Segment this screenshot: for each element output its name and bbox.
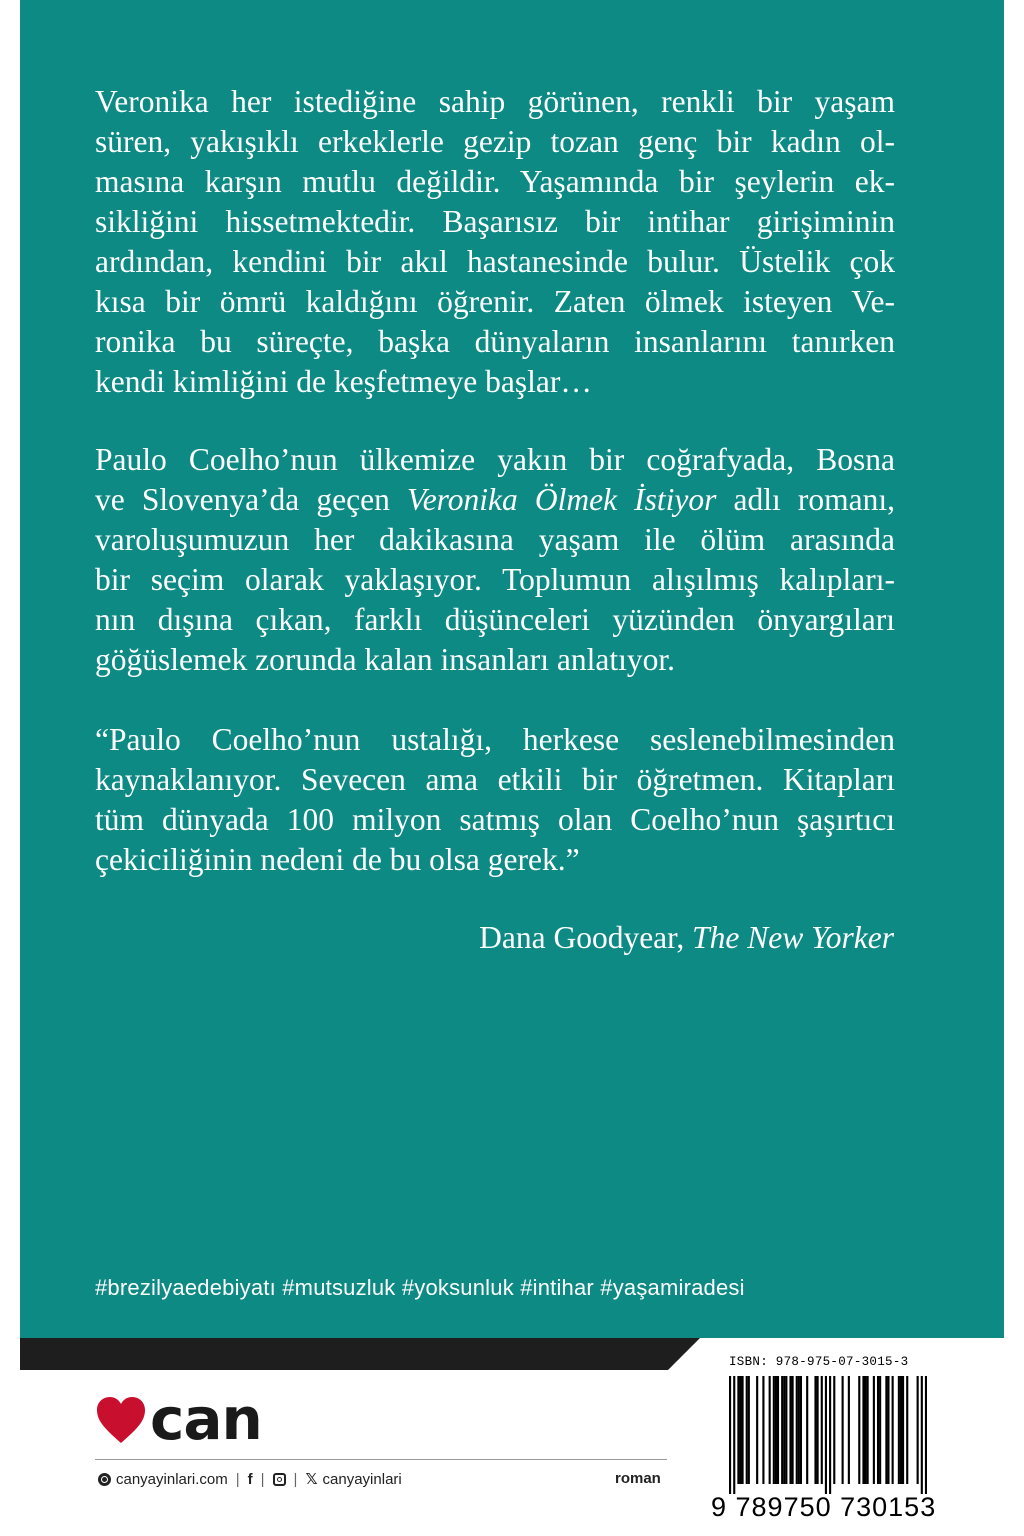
hashtags: #brezilyaedebiyatı #mutsuzluk #yoksunluk #intihar #yaşamiradesi (95, 1275, 745, 1300)
blurb-line: kısa bir ömrü kaldığını öğrenir. Zaten ölmek isteyen Ve- (95, 284, 895, 319)
barcode-bar (775, 1376, 777, 1484)
globe-icon (98, 1473, 111, 1486)
quote-attribution (479, 918, 894, 958)
barcode-bar (773, 1376, 775, 1484)
barcode-bar (879, 1376, 881, 1484)
barcode-bar (885, 1376, 887, 1484)
barcode-bar (783, 1376, 785, 1484)
blurb-paragraph-2 (95, 440, 895, 680)
website-link[interactable]: canyayinlari.com (116, 1470, 228, 1488)
blurb-text: adlı romanı, (716, 482, 895, 517)
barcode (729, 1376, 927, 1494)
barcode-bar (898, 1376, 900, 1484)
separator: | (260, 1470, 265, 1488)
barcode-bar (877, 1376, 879, 1484)
separator: | (293, 1470, 298, 1488)
book-title: Veronika Ölmek İstiyor (406, 482, 717, 517)
separator: | (235, 1470, 240, 1488)
blurb-line: nın dışına çıkan, farklı düşünceleri yüzünden önyargıları (95, 602, 895, 637)
barcode-bar (796, 1376, 798, 1484)
barcode-bar (825, 1376, 827, 1494)
barcode-bar (769, 1376, 771, 1484)
barcode-bar (867, 1376, 869, 1484)
barcode-bar (756, 1376, 758, 1484)
facebook-icon[interactable]: f (247, 1470, 253, 1488)
x-handle[interactable]: canyayinlari (322, 1470, 402, 1488)
blurb-line (95, 480, 895, 520)
isbn-label: ISBN: 978-975-07-3015-3 (729, 1355, 909, 1369)
barcode-bar (862, 1376, 864, 1484)
barcode-bar (806, 1376, 808, 1484)
barcode-bar (925, 1376, 927, 1494)
barcode-bar (733, 1376, 735, 1494)
blurb-line: süren, yakışıklı erkeklerle gezip tozan genç bir kadın ol- (95, 124, 895, 159)
publisher-heart-icon (95, 1395, 147, 1447)
barcode-bar (833, 1376, 835, 1484)
quote-line: çekiciliğinin nedeni de bu olsa gerek.” (95, 842, 580, 877)
barcode-bar (902, 1376, 904, 1484)
barcode-bar (814, 1376, 816, 1484)
barcode-bar (739, 1376, 741, 1484)
barcode-bar (800, 1376, 802, 1484)
barcode-bar (900, 1376, 902, 1484)
barcode-bar (792, 1376, 794, 1484)
barcode-digits: 9 789750 730153 (711, 1492, 937, 1522)
genre-label: roman (615, 1470, 661, 1487)
barcode-bar (892, 1376, 894, 1484)
barcode-bar (921, 1376, 923, 1494)
blurb-line: bir seçim olarak yaklaşıyor. Toplumun alışılmış kalıpları- (95, 562, 895, 597)
barcode-bar (785, 1376, 787, 1484)
footer-divider (95, 1459, 667, 1460)
barcode-bar (737, 1376, 739, 1484)
barcode-bar (742, 1376, 744, 1484)
barcode-bar (798, 1376, 800, 1484)
barcode-bar (729, 1376, 731, 1494)
barcode-bar (817, 1376, 819, 1484)
blurb-line: varoluşumuzun her dakikasına yaşam ile ölüm arasında (95, 522, 895, 557)
barcode-bar (917, 1376, 919, 1484)
barcode-bar (829, 1376, 831, 1494)
blurb-line: Paulo Coelho’nun ülkemize yakın bir coğrafyada, Bosna (95, 442, 895, 477)
blurb-line: kendi kimliğini de keşfetmeye başlar… (95, 364, 592, 399)
barcode-bar (748, 1376, 750, 1484)
barcode-bar (858, 1376, 860, 1484)
barcode-bar (777, 1376, 779, 1484)
barcode-bar (789, 1376, 791, 1484)
blurb-line: ardından, kendini bir akıl hastanesinde bulur. Üstelik çok (95, 244, 895, 279)
blurb-paragraph-1 (95, 82, 895, 402)
barcode-bar (887, 1376, 889, 1484)
barcode-bar (746, 1376, 748, 1484)
blurb-line: ronika bu süreçte, başka dünyaların insanlarını tanırken (95, 324, 895, 359)
publisher-logo-text: can (150, 1385, 262, 1453)
barcode-bar (906, 1376, 908, 1484)
review-quote (95, 720, 895, 880)
publisher-links (98, 1470, 402, 1488)
barcode-bar (781, 1376, 783, 1484)
blurb-line: masına karşın mutlu değildir. Yaşamında bir şeylerin ek- (95, 164, 895, 199)
barcode-bar (762, 1376, 764, 1484)
blurb-text: ve Slovenya’da geçen (95, 482, 407, 517)
quote-line: kaynaklanıyor. Sevecen ama etkili bir öğretmen. Kitapları (95, 762, 895, 797)
blurb-line: sikliğini hissetmektedir. Başarısız bir intihar girişiminin (95, 204, 895, 239)
barcode-bar (842, 1376, 844, 1484)
blurb-line: göğüslemek zorunda kalan insanları anlatıyor. (95, 642, 675, 677)
attribution-name: Dana Goodyear, (479, 920, 693, 955)
barcode-bar (864, 1376, 866, 1484)
barcode-bar (848, 1376, 850, 1484)
barcode-bar (873, 1376, 875, 1484)
barcode-bar (821, 1376, 823, 1484)
blurb-line: Veronika her istediğine sahip görünen, renkli bir yaşam (95, 84, 895, 119)
quote-line: tüm dünyada 100 milyon satmış olan Coelho’nun şaşırtıcı (95, 802, 895, 837)
x-icon[interactable]: 𝕏 (305, 1471, 318, 1488)
instagram-icon[interactable] (273, 1473, 286, 1486)
attribution-source: The New Yorker (692, 920, 894, 955)
quote-line: “Paulo Coelho’nun ustalığı, herkese seslenebilmesinden (95, 722, 895, 757)
